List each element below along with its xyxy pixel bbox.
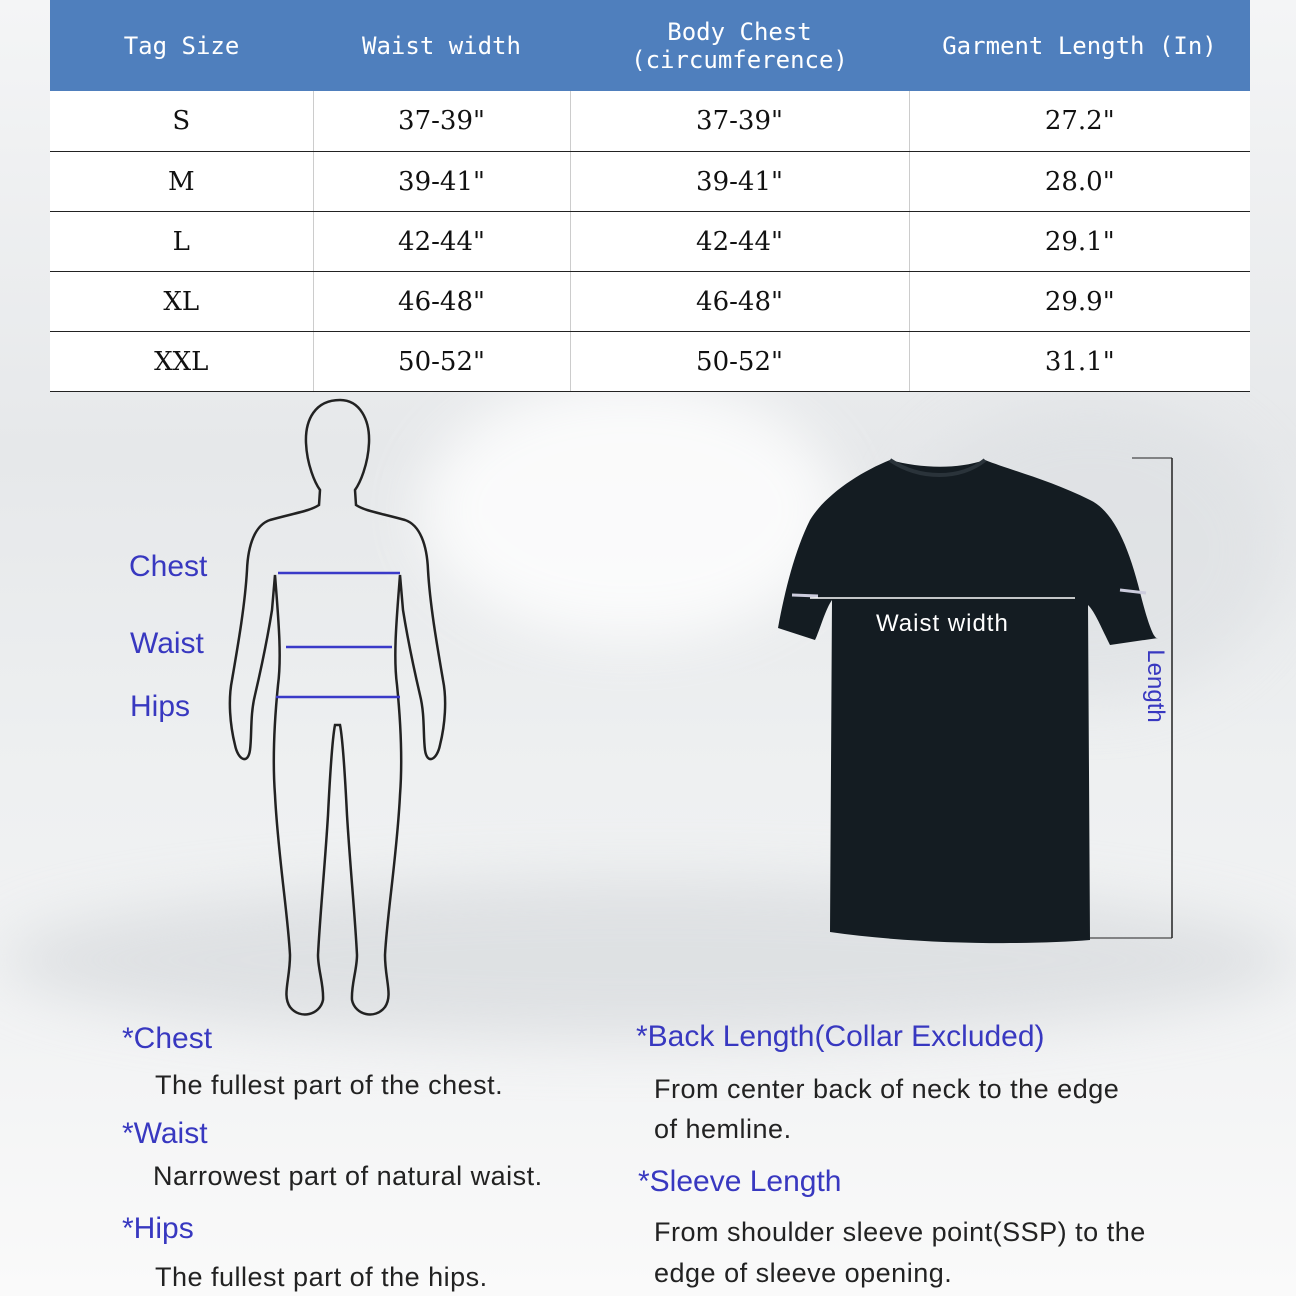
cell-chest: 37-39" bbox=[570, 91, 909, 152]
cell-length: 29.1" bbox=[909, 212, 1250, 272]
cell-waist: 39-41" bbox=[313, 152, 570, 212]
body-chest-label: Chest bbox=[129, 550, 208, 583]
header-waist-width: Waist width bbox=[313, 0, 570, 91]
cell-waist: 42-44" bbox=[313, 212, 570, 272]
cell-waist: 46-48" bbox=[313, 272, 570, 332]
def-chest-title: *Chest bbox=[122, 1022, 213, 1055]
table-row bbox=[50, 272, 1250, 332]
def-back-length-text-1: From center back of neck to the edge bbox=[654, 1074, 1120, 1104]
cell-waist: 50-52" bbox=[313, 332, 570, 392]
cell-size: XXL bbox=[50, 332, 313, 392]
def-waist-text: Narrowest part of natural waist. bbox=[153, 1161, 543, 1191]
shirt-length-label: Length bbox=[1142, 649, 1169, 723]
shirt-waist-width-label: Waist width bbox=[876, 610, 1009, 637]
table-row bbox=[50, 332, 1250, 392]
cell-size: S bbox=[50, 91, 313, 152]
cell-size: XL bbox=[50, 272, 313, 332]
body-hips-label: Hips bbox=[130, 690, 191, 723]
def-back-length-title: *Back Length(Collar Excluded) bbox=[636, 1020, 1045, 1053]
def-chest-text: The fullest part of the chest. bbox=[155, 1070, 504, 1100]
def-hips-text: The fullest part of the hips. bbox=[155, 1262, 488, 1292]
header-garment-length: Garment Length (In) bbox=[909, 0, 1250, 91]
def-sleeve-length-title: *Sleeve Length bbox=[638, 1165, 842, 1198]
header-body-chest bbox=[570, 0, 909, 91]
cell-waist: 37-39" bbox=[313, 91, 570, 152]
table-row bbox=[50, 152, 1250, 212]
cell-length: 28.0" bbox=[909, 152, 1250, 212]
def-waist-title: *Waist bbox=[122, 1117, 208, 1150]
header-body-chest-line1: Body Chest bbox=[667, 17, 812, 46]
tshirt-image bbox=[770, 450, 1190, 950]
def-sleeve-length-text-2: edge of sleeve opening. bbox=[654, 1258, 953, 1288]
header-body-chest-line2: (circumference) bbox=[631, 45, 848, 74]
cell-chest: 50-52" bbox=[570, 332, 909, 392]
def-hips-title: *Hips bbox=[122, 1212, 194, 1245]
size-chart-table bbox=[50, 0, 1250, 392]
table-row bbox=[50, 91, 1250, 152]
body-waist-label: Waist bbox=[130, 627, 204, 660]
cell-length: 29.9" bbox=[909, 272, 1250, 332]
cell-size: L bbox=[50, 212, 313, 272]
def-sleeve-length-text-1: From shoulder sleeve point(SSP) to the bbox=[654, 1217, 1146, 1247]
cell-chest: 39-41" bbox=[570, 152, 909, 212]
cell-length: 27.2" bbox=[909, 91, 1250, 152]
cell-length: 31.1" bbox=[909, 332, 1250, 392]
table-header-row bbox=[50, 0, 1250, 91]
def-back-length-text-2: of hemline. bbox=[654, 1114, 792, 1144]
cell-size: M bbox=[50, 152, 313, 212]
table-row bbox=[50, 212, 1250, 272]
body-outline-figure bbox=[220, 395, 460, 1025]
cell-chest: 46-48" bbox=[570, 272, 909, 332]
header-tag-size: Tag Size bbox=[50, 0, 313, 91]
cell-chest: 42-44" bbox=[570, 212, 909, 272]
